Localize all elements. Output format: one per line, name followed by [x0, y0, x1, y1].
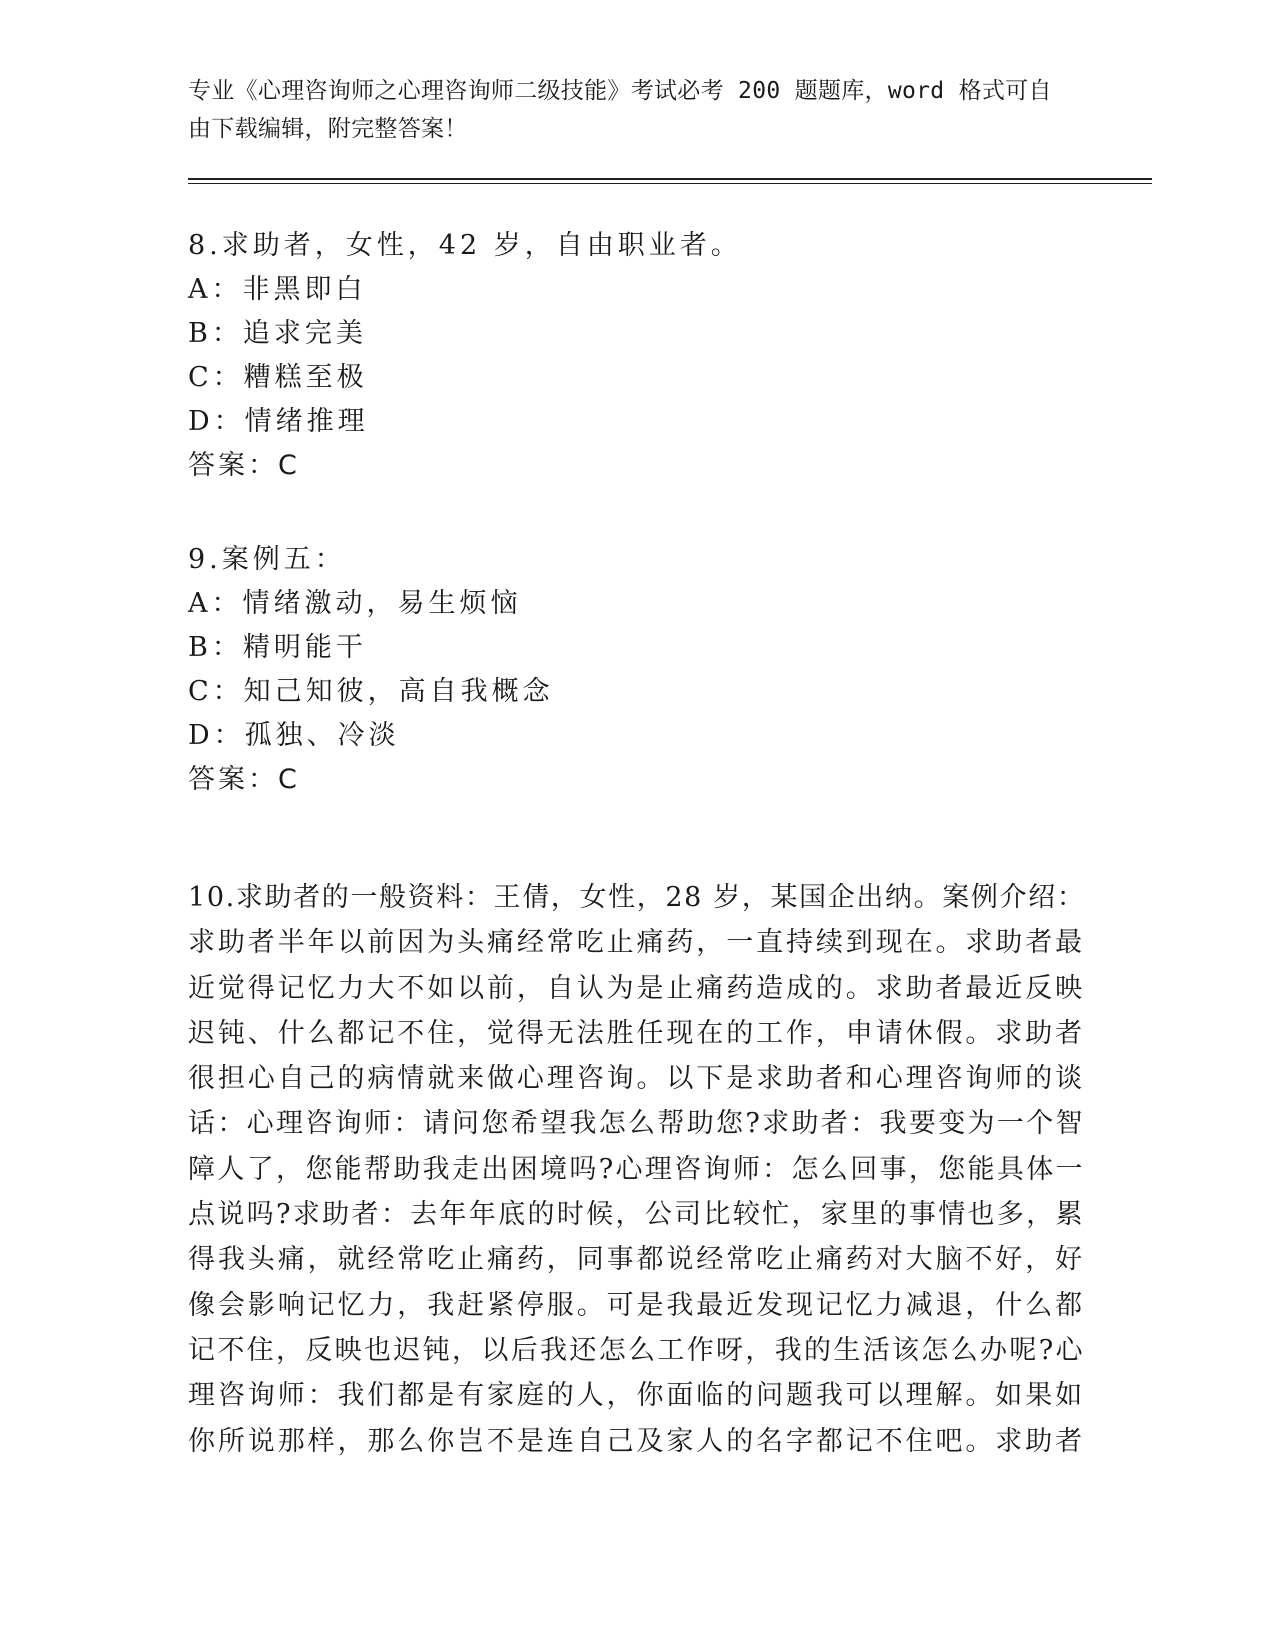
question-10-paragraph: [188, 875, 1086, 1464]
question-9-answer: 答案：C: [188, 764, 300, 795]
paragraph-line: 近觉得记忆力大不如以前，自认为是止痛药造成的。求助者最近反映: [188, 972, 1085, 1004]
question-9-option-c: C：知己知彼，高自我概念: [188, 676, 554, 707]
question-8-stem: 8.求助者，女性，42 岁，自由职业者。: [188, 230, 742, 261]
document-header: [188, 72, 1068, 148]
paragraph-line: 得我头痛，就经常吃止痛药，同事都说经常吃止痛药对大脑不好，好: [188, 1244, 1085, 1276]
paragraph-line: 记不住，反映也迟钝，以后我还怎么工作呀，我的生活该怎么办呢?心: [188, 1334, 1085, 1366]
paragraph-line: 求助者半年以前因为头痛经常吃止痛药，一直持续到现在。求助者最: [188, 927, 1085, 959]
question-8-option-b: B：追求完美: [188, 318, 367, 349]
paragraph-line: 很担心自己的病情就来做心理咨询。以下是求助者和心理咨询师的谈: [188, 1063, 1085, 1095]
question-8-option-c: C：糟糕至极: [188, 362, 368, 393]
question-8-answer: 答案：C: [188, 450, 300, 481]
paragraph-line: 像会影响记忆力，我赶紧停服。可是我最近发现记忆力减退，什么都: [188, 1289, 1085, 1321]
paragraph-line: 10.求助者的一般资料：王倩，女性，28 岁，某国企出纳。案例介绍：: [188, 882, 1086, 913]
question-9-option-d: D：孤独、冷淡: [188, 720, 400, 751]
paragraph-line: 理咨询师：我们都是有家庭的人，你面临的问题我可以理解。如果如: [188, 1380, 1085, 1412]
paragraph-line: 迟钝、什么都记不住，觉得无法胜任现在的工作，申请休假。求助者: [188, 1017, 1085, 1049]
paragraph-line: 你所说那样，那么你岂不是连自己及家人的名字都记不住吧。求助者: [188, 1425, 1085, 1457]
question-9-option-a: A：情绪激动，易生烦恼: [188, 588, 522, 619]
question-9-option-b: B：精明能干: [188, 632, 367, 663]
question-9-stem: 9.案例五：: [188, 544, 346, 575]
paragraph-line: 点说吗?求助者：去年年底的时候，公司比较忙，家里的事情也多，累: [188, 1199, 1085, 1231]
question-8-option-a: A：非黑即白: [188, 274, 367, 305]
paragraph-line: 障人了，您能帮助我走出困境吗?心理咨询师：怎么回事，您能具体一: [188, 1153, 1085, 1185]
question-8-option-d: D：情绪推理: [188, 406, 369, 437]
header-line-2: 由下载编辑，附完整答案！: [188, 116, 468, 142]
header-divider: [188, 178, 1152, 180]
header-line-1: 专业《心理咨询师之心理咨询师二级技能》考试必考 200 题题库，word 格式可自: [188, 78, 1052, 104]
header-divider-thin: [188, 183, 1152, 184]
paragraph-line: 话：心理咨询师：请问您希望我怎么帮助您?求助者：我要变为一个智: [188, 1108, 1085, 1140]
